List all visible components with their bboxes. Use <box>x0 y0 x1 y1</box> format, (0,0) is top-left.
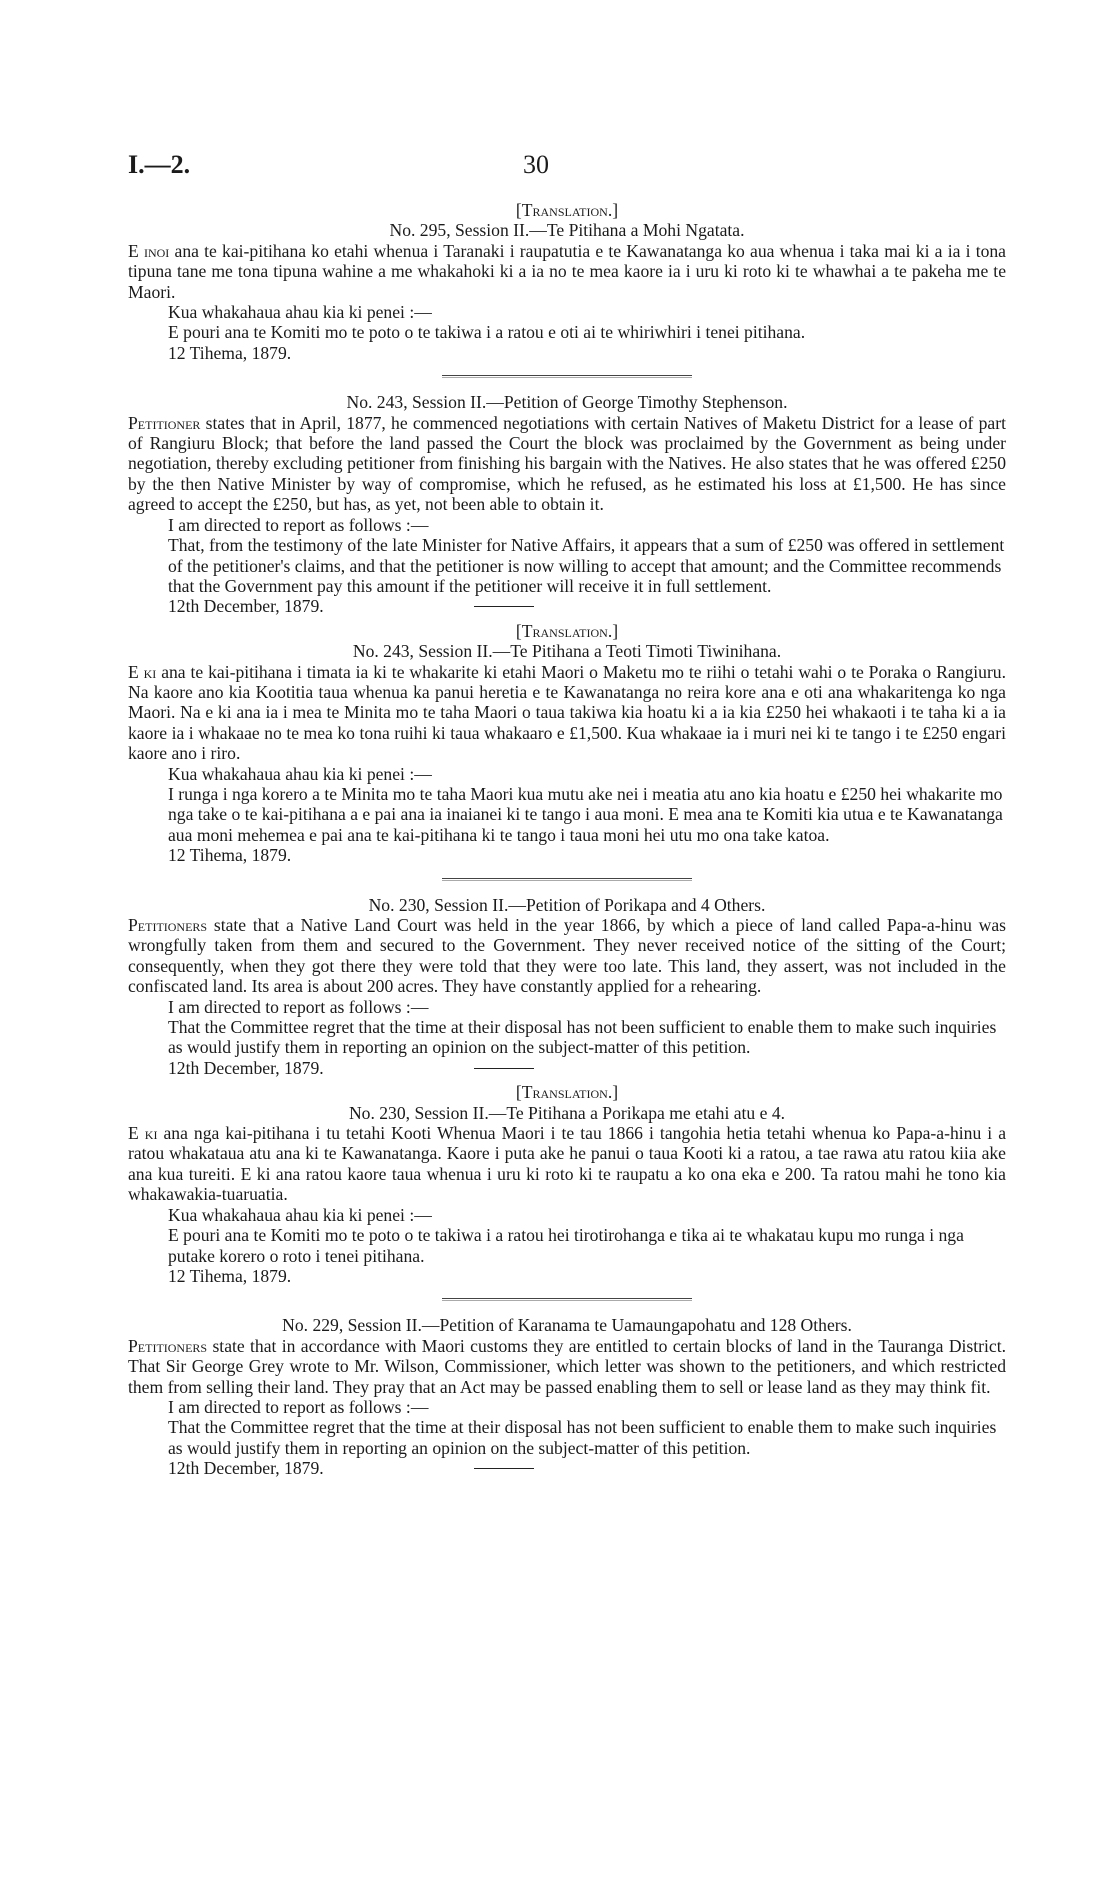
petition-title: No. 295, Session II.—Te Pitihana a Mohi Ngatata. <box>389 220 745 241</box>
committee-report: That the Committee regret that the time at their disposal has not been sufficient to enable them to make such inquiries as would justify them in reporting an opinion on the subject-matter of this petition. <box>168 1017 997 1058</box>
lead-word: Petitioners <box>128 1335 208 1356</box>
petition-section <box>128 392 1006 616</box>
short-dash-divider <box>474 1068 534 1069</box>
directed-line: I am directed to report as follows :— <box>168 1396 429 1417</box>
directed-line: I am directed to report as follows :— <box>168 996 429 1017</box>
petition-title: No. 243, Session II.—Te Pitihana a Teoti Timoti Tiwinihana. <box>352 641 782 662</box>
page-header <box>128 150 1006 182</box>
lead-word: Petitioners <box>128 915 208 935</box>
petition-section <box>128 1082 1006 1301</box>
document-reference: I.—2. <box>128 150 191 179</box>
document-body <box>128 200 1006 1479</box>
petition-body: Petitioner states that in April, 1877, he commenced negotiations with certain Natives of Maketu District for a lease of part of Rangiuru Block; that before the land passed the Court the block was proclaimed by the Government as being under negotiation, thereby excluding petitioner from finishing his bargain with the Natives. He also states that he was offered £250 by the then Native Minister by way of compromise, which he refused, as he estimated his loss at £1,500. He has since agreed to accept the £250, but has, as yet, not been able to obtain it. <box>128 412 1006 515</box>
lead-word: Petitioner <box>128 412 201 433</box>
committee-report: I runga i nga korero a te Minita mo te taha Maori kua mutu ake nei i meatia atu ano kia hoatu e £250 hei whakarite mo nga take o te kai-pitihana a e pai ana ia inaianei ki te tango i aua moni. E mea ana te Komiti kia utua e te Kawanatanga aua moni mehemea e pai ana te kai-pitihana ki te tango i taua moni hei utu mo ona take katoa. <box>168 783 1003 845</box>
report-date: 12 Tihema, 1879. <box>168 342 292 363</box>
directed-line: Kua whakahaua ahau kia ki penei :— <box>168 1204 432 1225</box>
petition-section <box>128 895 1006 1079</box>
directed-line: Kua whakahaua ahau kia ki penei :— <box>168 763 432 784</box>
section-divider <box>442 375 692 378</box>
report-date-row <box>128 596 1006 616</box>
lead-word: E ki <box>128 1123 158 1144</box>
short-dash-divider <box>474 1468 534 1469</box>
petition-section <box>128 200 1006 378</box>
petition-body: E ki ana te kai-pitihana i timata ia ki te whakarite ki etahi Maori o Maketu mo te riihi o tetahi wahi o te Poraka o Rangiuru. Na kaore ano kia Kootitia taua whenua ka panui heretia e te Kawanatanga no reira kore ana e oti ana whakaritenga ko nga Maori. Na e ki ana ia i mea te Minita mo te taha Maori o taua takiwa kia hoatu ki a ia kia £250 hei whakaoti i te taha ki a ia kaore ia i whakaae no te mea ko tona ruihi ki taua whakaaro e £1,500. Kua whakaae ia i muri nei ki te tango i te £250 engari kaore ano i riro. <box>128 661 1006 764</box>
petition-title: No. 230, Session II.—Petition of Porikapa and 4 Others. <box>368 894 766 915</box>
translation-label: [Translation.] <box>515 1082 619 1103</box>
report-date: 12 Tihema, 1879. <box>168 1265 292 1286</box>
report-date: 12th December, 1879. <box>168 1458 324 1479</box>
petition-body: E ki ana nga kai-pitihana i tu tetahi Kooti Whenua Maori i te tau 1866 i tangohia hetia tetahi whenua ko Papa-a-hinu i a ratou whakataua atu ana ki te Kawanatanga. Kaore i puta ake he panui o taua Kooti ki a ratou, a tae rawa atu ratou kiia ake ana kua tureiti. E ki ana ratou kaore taua whenua i uru ki roto ki te raupatu a ko ona eka e 200. Ta ratou mahi he tono kia whakawakia-tuaruatia. <box>128 1123 1006 1205</box>
report-date-row <box>128 1058 1006 1078</box>
committee-report: That the Committee regret that the time at their disposal has not been sufficient to enable them to make such inquiries as would justify them in reporting an opinion on the subject-matter of this petition. <box>168 1417 997 1458</box>
petition-title: No. 230, Session II.—Te Pitihana a Porikapa me etahi atu e 4. <box>348 1102 786 1123</box>
committee-report: That, from the testimony of the late Minister for Native Affairs, it appears that a sum of £250 was offered in settlement of the petitioner's claims, and that the petitioner is now willing to accept that amount; and the Committee recommends that the Government pay this amount if the petitioner will receive it in full settlement. <box>168 535 1005 596</box>
report-date: 12 Tihema, 1879. <box>168 845 292 866</box>
committee-report: E pouri ana te Komiti mo te poto o te takiwa i a ratou e oti ai te whiriwhiri i tenei pitihana. <box>168 322 806 343</box>
petition-title: No. 243, Session II.—Petition of George Timothy Stephenson. <box>346 392 788 413</box>
report-date: 12th December, 1879. <box>168 596 324 617</box>
petition-body: Petitioners state that a Native Land Court was held in the year 1866, by which a piece of land called Papa-a-hinu was wrongfully taken from them and secured to the Government. They never received notice of the sitting of the Court; consequently, when they got there they were told that they were too late. This land, they assert, was not included in the confiscated land. Its area is about 200 acres. They have constantly applied for a rehearing. <box>128 915 1006 997</box>
petition-title: No. 229, Session II.—Petition of Karanama te Uamaungapohatu and 128 Others. <box>282 1315 852 1336</box>
report-date-row <box>128 1458 1006 1478</box>
committee-report: E pouri ana te Komiti mo te poto o te takiwa i a ratou hei tirotirohanga e tika ai te whakatau kupu mo runga i nga putake korero o roto i tenei pitihana. <box>168 1225 964 1266</box>
section-divider <box>442 878 692 881</box>
petition-section <box>128 621 1006 881</box>
directed-line: I am directed to report as follows :— <box>168 514 429 535</box>
petition-body: E inoi ana te kai-pitihana ko etahi whenua i Taranaki i raupatutia e te Kawanatanga ko aua whenua i taka mai ki a ia i tona tipuna tane me tona tipuna wahine a me whakahoki ki a ia no te mea kaore ia i uru ki roto ki te whawhai a te pakeha me te Maori. <box>128 240 1006 302</box>
translation-label: [Translation.] <box>515 620 619 641</box>
translation-label: [Translation.] <box>515 200 619 220</box>
report-date: 12th December, 1879. <box>168 1057 324 1078</box>
lead-word: E inoi <box>128 240 170 261</box>
directed-line: Kua whakahaua ahau kia ki penei :— <box>168 302 432 323</box>
short-dash-divider <box>474 606 534 607</box>
section-divider <box>442 1298 692 1301</box>
petition-section <box>128 1315 1006 1478</box>
petition-body: Petitioners state that in accordance with Maori customs they are entitled to certain blocks of land in the Tauranga District. That Sir George Grey wrote to Mr. Wilson, Commissioner, which letter was shown to the petitioners, and which restricted them from selling their land. They pray that an Act may be passed enabling them to sell or lease land as they may think fit. <box>128 1335 1006 1397</box>
lead-word: E ki <box>128 661 157 682</box>
page-number: 30 <box>523 150 549 179</box>
